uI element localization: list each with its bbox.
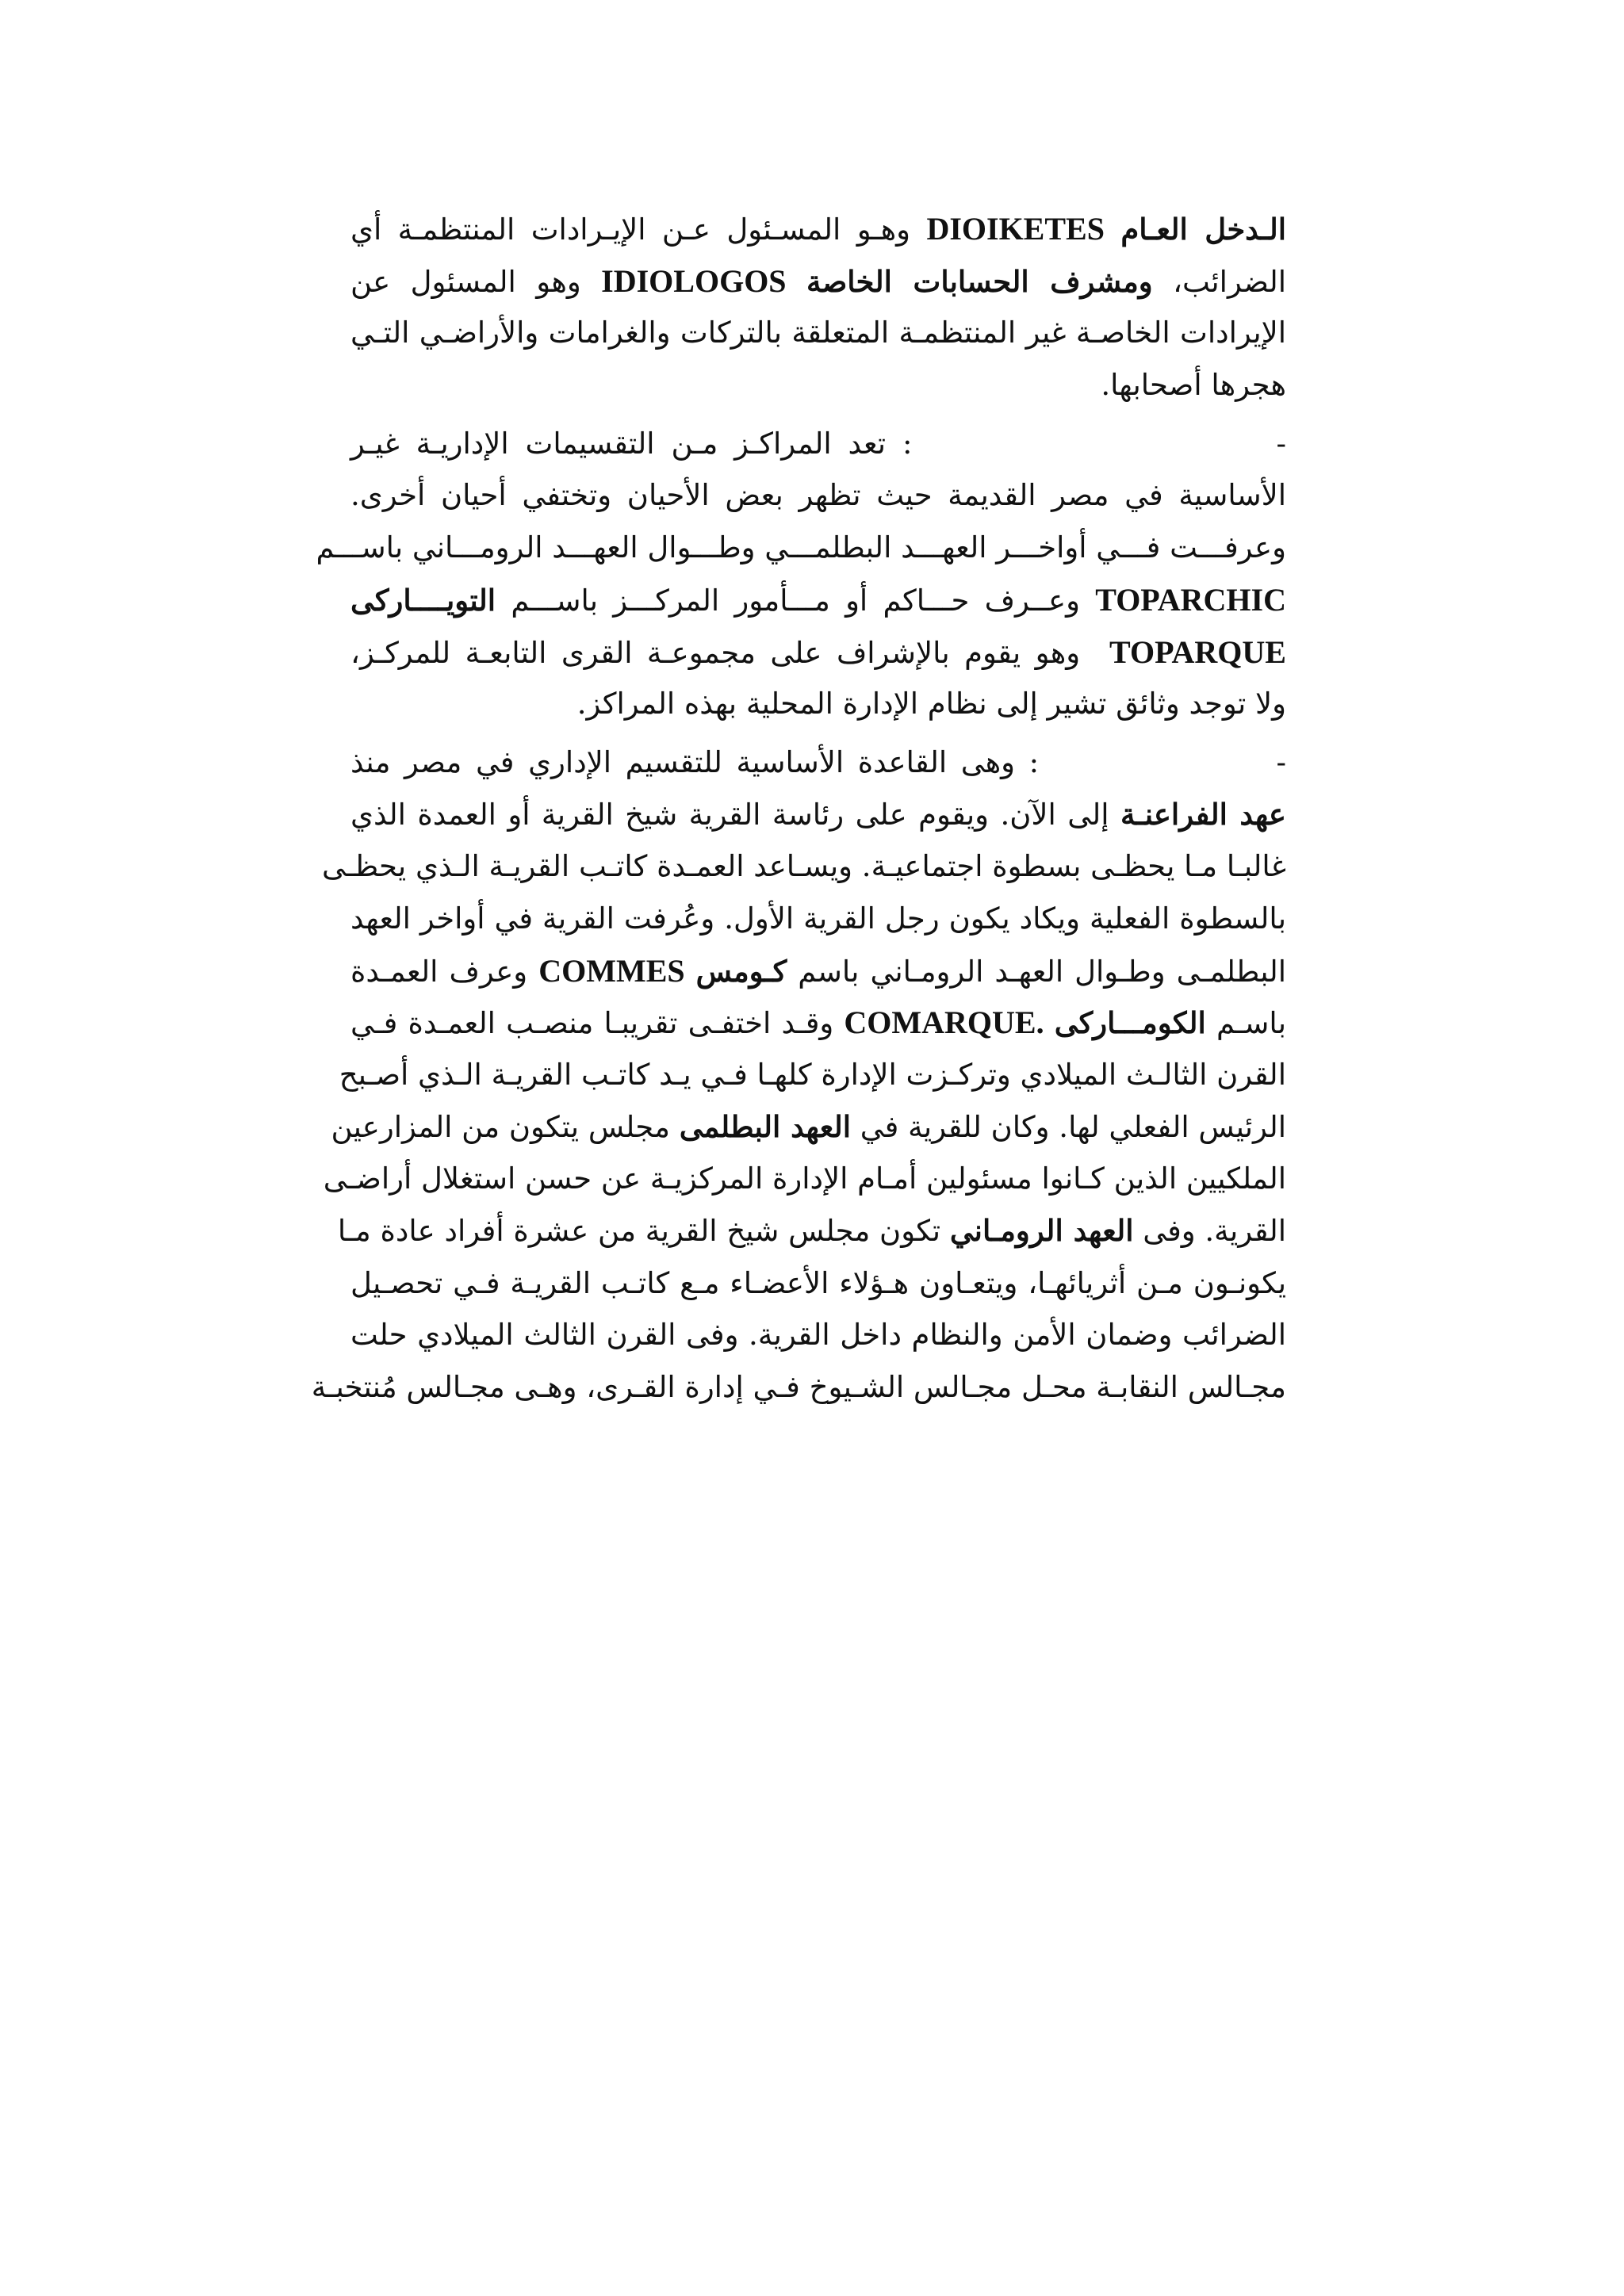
- text-line: [323, 1153, 1286, 1205]
- text-line: [350, 1257, 1286, 1310]
- text-line: [350, 359, 1286, 411]
- text-line: [350, 574, 1286, 626]
- text-segment: وقـد اختفـى تقريبـا منصـب العمـدة فـي: [350, 1006, 845, 1041]
- text-segment: الأساسية في مصر القديمة حيث تظهر بعض الأحيان وتختفي أحيان أخرى.: [350, 478, 1286, 513]
- text-line: [350, 307, 1286, 359]
- text-segment: [1044, 1006, 1055, 1040]
- text-line: [322, 840, 1286, 893]
- latin-term: IDIOLOGOS: [601, 262, 787, 299]
- text-segment: الملكيين الذين كـانوا مسئولين أمـام الإدارة المركزيـة عن حسن استغلال أراضـى: [323, 1161, 1286, 1196]
- text-line: [350, 418, 1286, 470]
- text-line: [350, 626, 1286, 679]
- text-line: [350, 469, 1286, 522]
- text-segment: وعــرف حـــاكم أو مـــأمور المركـــز باســـم: [496, 583, 1096, 618]
- bold-term: العهد الرومـاني: [949, 1213, 1134, 1249]
- text-segment: يكونـون مـن أثريائهـا، ويتعـاون هـؤلاء الأعضـاء مـع كاتـب القريـة فـي تحصـيل: [350, 1265, 1286, 1300]
- text-segment: هجرها أصحابها.: [1101, 368, 1286, 403]
- text-segment: تكون مجلس شيخ القرية من عشرة أفراد عادة مـا: [337, 1214, 950, 1249]
- bold-term: الـدخل العـام: [1120, 212, 1286, 247]
- text-segment: القرية. وفى: [1133, 1214, 1286, 1249]
- text-segment: [1105, 212, 1120, 247]
- latin-term: DIOIKETES: [926, 211, 1105, 247]
- text-line: [350, 737, 1286, 789]
- text-line: [316, 522, 1286, 574]
- text-segment: - : تعد المراكـز مـن التقسيمات الإداريـة غيـر: [350, 426, 1286, 461]
- bold-term: التويــــاركى: [350, 582, 496, 618]
- text-segment: بالسطوة الفعلية ويكاد يكون رجل القرية الأول. وعُرفت القرية في أواخر العهد: [350, 901, 1286, 936]
- bold-term: العهد البطلمى: [679, 1108, 852, 1144]
- text-line: [311, 1361, 1286, 1414]
- text-segment: البطلمـى وطـوال العهـد الرومـاني باسم: [787, 954, 1286, 989]
- text-segment: باسـم: [1205, 1006, 1286, 1041]
- text-segment: مجلس يتكون من المزارعين: [331, 1109, 680, 1144]
- text-line: [331, 1101, 1286, 1154]
- text-segment: مجـالس النقابـة محـل مجـالس الشـيوخ فـي إدارة القـرى، وهـى مجـالس مُنتخبـة: [311, 1370, 1286, 1405]
- text-line: [350, 893, 1286, 945]
- latin-term: COMARQUE.: [844, 1004, 1044, 1041]
- text-segment: الضرائب وضمان الأمن والنظام داخل القرية. وفى القرن الثالث الميلادي حلت: [350, 1318, 1286, 1353]
- text-segment: وعرفـــت فـــي أواخـــر العهـــد البطلمـــي وطـــوال العهـــد الرومـــاني باســـم: [316, 530, 1286, 565]
- text-segment: ولا توجد وثائق تشير إلى نظام الإدارة المحلية بهذه المراكز.: [576, 687, 1286, 721]
- text-segment: القرن الثالـث الميلادي وتركـزت الإدارة كلهـا فـي يـد كاتـب القريـة الـذي أصـبح: [339, 1058, 1286, 1092]
- bold-term: ومشرف الحسابات الخاصة: [806, 263, 1153, 299]
- bold-term: عهد الفراعنـة: [1120, 796, 1286, 832]
- text-line: [337, 1205, 1286, 1257]
- bold-term: الكومـــاركى: [1054, 1005, 1206, 1041]
- text-segment: - : وهى القاعدة الأساسية للتقسيم الإداري في مصر منذ: [350, 744, 1286, 779]
- text-line: [350, 789, 1286, 841]
- latin-term: COMMES: [538, 952, 685, 989]
- text-segment: وهـو المسـئول عـن الإيـرادات المنتظمـة أي: [350, 212, 927, 247]
- text-line: [350, 203, 1286, 255]
- bold-term: كـومس: [695, 953, 787, 989]
- text-segment: [787, 265, 806, 299]
- text-segment: وهو يقوم بالإشراف على مجموعـة القرى التابعـة للمركـز،: [350, 635, 1109, 670]
- text-line: [339, 1049, 1286, 1101]
- text-line: [350, 255, 1286, 308]
- text-segment: الإيرادات الخاصـة غير المنتظمـة المتعلقة بالتركات والغرامات والأراضـي التـي: [350, 316, 1286, 350]
- text-segment: وعرف العمـدة: [350, 954, 539, 989]
- text-segment: [685, 955, 696, 989]
- text-segment: الرئيس الفعلي لها. وكان للقرية في: [851, 1109, 1286, 1144]
- latin-term: TOPARCHIC: [1095, 581, 1286, 618]
- text-segment: الضرائب،: [1152, 264, 1286, 299]
- text-line: [350, 678, 1286, 730]
- text-line: [350, 1309, 1286, 1361]
- text-line: [350, 945, 1286, 997]
- text-line: [350, 997, 1286, 1049]
- text-segment: إلى الآن. ويقوم على رئاسة القرية شيخ القرية أو العمدة الذي: [350, 797, 1121, 832]
- body-text: [311, 203, 1286, 1414]
- text-segment: وهو المسئول عن: [350, 264, 602, 299]
- text-segment: غالبـا مـا يحظـى بسطوة اجتماعيـة. ويسـاعد العمـدة كاتـب القريـة الـذي يحظـى: [322, 849, 1286, 884]
- latin-term: TOPARQUE: [1109, 633, 1286, 670]
